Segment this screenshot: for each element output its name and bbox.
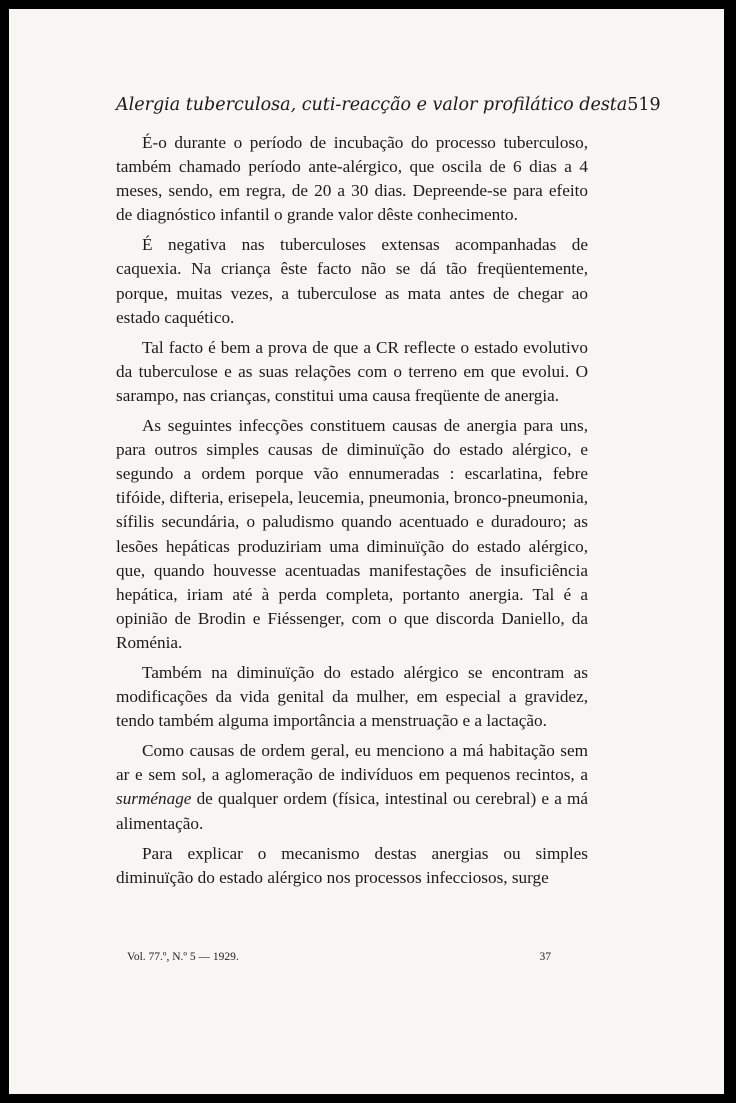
document-page [9,9,724,1094]
volume-info: Vol. 77.º, N.º 5 — 1929. [127,951,239,963]
paragraph-3: Tal facto é bem a prova de que a CR reflecte o estado evolutivo da tuberculose e as suas relações com o terreno em que evolui. O sarampo, nas crianças, constitui uma causa freqüente de anergia. [116,337,588,405]
running-title: Alergia tuberculosa, cuti-reacção e valor profilático desta [116,95,628,115]
surmenage-term: surménage [116,789,192,809]
running-header [116,95,661,115]
page-number: 519 [627,95,661,115]
signature-mark: 37 [539,951,551,963]
paragraph-6-start: Como causas de ordem geral, eu menciono a má habitação sem ar e sem sol, a aglomeração de indivíduos em pequenos recintos, a [116,741,588,785]
paragraph-5: Também na diminuïção do estado alérgico se encontram as modificações da vida genital da mulher, em especial a gravidez, tendo também alguma importância a menstruação e a lactação. [116,662,588,731]
page-footer [127,951,551,963]
paragraph-1: É-o durante o período de incubação do processo tuberculoso, também chamado período ante-alérgico, que oscila de 6 dias a 4 meses, sendo, em regra, de 20 a 30 dias. Depreende-se para efeito de diagnóstico infantil o grande valor dêste conhecimento. [116,133,588,225]
paragraph-2: É negativa nas tuberculoses extensas acompanhadas de caquexia. Na criança êste facto não se dá tão freqüentemente, porque, muitas vezes, a tuberculose as mata antes de chegar ao estado caquético. [116,235,588,327]
paragraph-6-end: de qualquer ordem (física, intestinal ou cerebral) e a má alimentação. [116,789,588,833]
body-text [116,131,588,896]
paragraph-6 [116,739,588,835]
paragraph-7: Para explicar o mecanismo destas anergias ou simples diminuïção do estado alérgico nos processos infecciosos, surge [116,843,588,887]
paragraph-4: As seguintes infecções constituem causas de anergia para uns, para outros simples causas de diminuïção do estado alérgico, e segundo a ordem porque vão ennumeradas : escarlatina, febre tifóide, difteria, erisepela, leucemia, pneumonia, bronco-pneumonia, sífilis secundária, o paludismo quando acentuado e duradouro; as lesões hepáticas produziriam uma diminuïção do estado alérgico, que, quando houvesse acentuadas manifestações de insuficiência hepática, iriam até à perda completa, portanto anergia. Tal é a opinião de Brodin e Fiéssenger, com o que discorda Daniello, da Roménia. [116,416,588,652]
